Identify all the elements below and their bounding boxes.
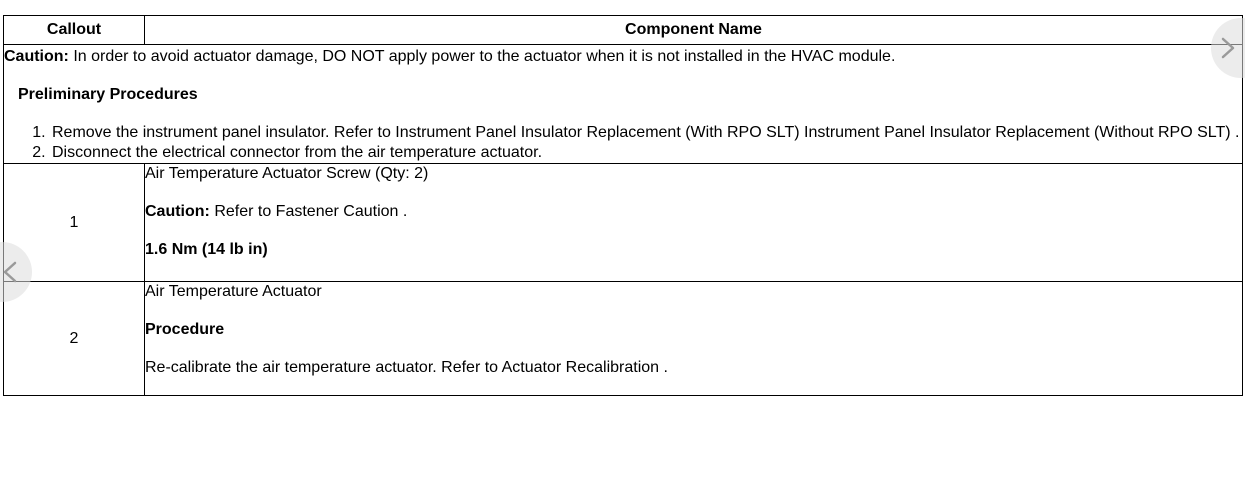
component-name: Air Temperature Actuator Screw (Qty: 2) bbox=[145, 165, 429, 182]
table-row bbox=[4, 164, 1243, 282]
step-item: 1. Remove the instrument panel insulator. Refer to Instrument Panel Insulator Replacement (With RPO SLT) Instrument Panel Insulator Replacement (Without RPO SLT) . bbox=[50, 123, 1242, 143]
preliminary-row bbox=[4, 45, 1243, 164]
step-item: 2. Disconnect the electrical connector from the air temperature actuator. bbox=[50, 143, 1242, 163]
procedure-heading: Procedure bbox=[145, 321, 225, 338]
caution-text: Refer to Fastener Caution . bbox=[209, 203, 408, 220]
callout-number: 2 bbox=[4, 282, 145, 396]
procedure-text: Re-calibrate the air temperature actuator. Refer to Actuator Recalibration . bbox=[145, 359, 668, 376]
caution-notice bbox=[145, 202, 1242, 222]
preliminary-steps bbox=[4, 123, 1242, 163]
caution-label: Caution: bbox=[145, 203, 210, 220]
component-name: Air Temperature Actuator bbox=[145, 283, 322, 300]
component-name-header: Component Name bbox=[145, 16, 1243, 45]
component-table bbox=[3, 15, 1243, 396]
callout-number: 1 bbox=[4, 164, 145, 282]
caution-label: Caution: bbox=[4, 48, 69, 65]
table-row bbox=[4, 282, 1243, 396]
chevron-right-icon bbox=[1216, 36, 1240, 60]
component-cell bbox=[145, 282, 1243, 396]
caution-notice bbox=[4, 47, 1242, 67]
table-header-row bbox=[4, 16, 1243, 45]
torque-spec: 1.6 Nm (14 lb in) bbox=[145, 241, 268, 258]
callout-header: Callout bbox=[4, 16, 145, 45]
caution-text: In order to avoid actuator damage, DO NOT apply power to the actuator when it is not installed in the HVAC module. bbox=[68, 48, 896, 65]
component-cell bbox=[145, 164, 1243, 282]
preliminary-cell bbox=[4, 45, 1243, 164]
chevron-left-icon bbox=[0, 260, 22, 284]
preliminary-heading: Preliminary Procedures bbox=[18, 86, 198, 103]
